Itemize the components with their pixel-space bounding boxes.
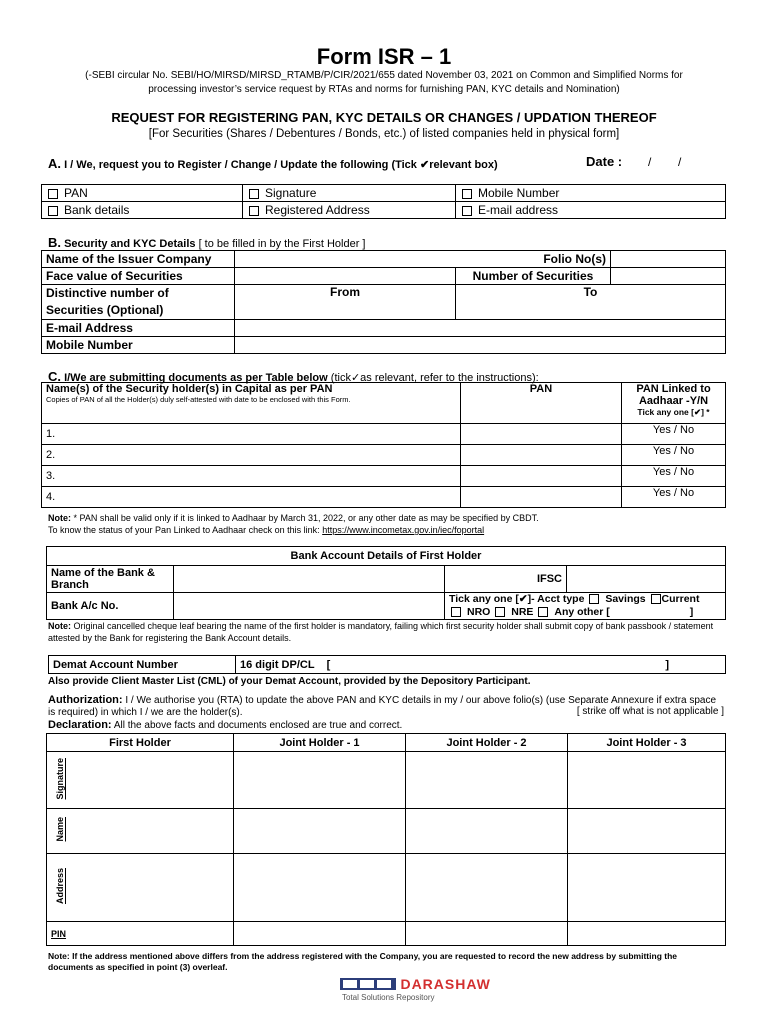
cml-note: Also provide Client Master List (CML) of your Demat Account, provided by the Depository Participant. bbox=[48, 676, 531, 687]
decl-text: All the above facts and documents enclosed are true and correct. bbox=[113, 720, 403, 731]
signature-label: Signature bbox=[55, 757, 65, 800]
demat-label: Demat Account Number bbox=[49, 656, 236, 674]
face-value-label: Face value of Securities bbox=[42, 268, 235, 285]
holders-signature-table bbox=[46, 733, 726, 946]
checkbox[interactable] bbox=[249, 189, 259, 199]
authorization bbox=[48, 694, 724, 732]
section-b-note: [ to be filled in by the First Holder ] bbox=[198, 238, 366, 250]
decl-label: Declaration: bbox=[48, 719, 112, 731]
logo-mark-icon bbox=[340, 978, 396, 990]
checkbox[interactable] bbox=[462, 206, 472, 216]
num-securities-input[interactable] bbox=[611, 268, 726, 285]
date-label: Date : bbox=[586, 154, 623, 169]
name-row bbox=[47, 809, 726, 854]
holder-name-input[interactable]: 3. bbox=[42, 466, 461, 487]
incometax-link[interactable]: https://www.incometax.gov.in/iec/foportal bbox=[322, 525, 485, 535]
link-line-2: Aadhaar -Y/N bbox=[638, 395, 709, 407]
section-b-letter: B. bbox=[48, 235, 61, 250]
mobile-input[interactable] bbox=[235, 337, 726, 354]
address-cell[interactable] bbox=[406, 854, 568, 922]
date-field[interactable]: / / bbox=[648, 155, 682, 169]
option-label: E-mail address bbox=[478, 203, 559, 217]
pan-holders-table bbox=[41, 382, 726, 508]
holder-row bbox=[42, 487, 726, 508]
auth-text: I / We authorise you (RTA) to update the above PAN and KYC details in my / our above folio(s) (use Separate Annexure if extra space is required) in which I / we are the holder(s). bbox=[48, 695, 717, 718]
option-address[interactable] bbox=[243, 202, 456, 219]
folio-input[interactable] bbox=[611, 251, 726, 268]
to-field[interactable]: To bbox=[456, 285, 726, 320]
name-cell[interactable] bbox=[406, 809, 568, 854]
holder-row bbox=[42, 466, 726, 487]
holder-name-input[interactable]: 2. bbox=[42, 445, 461, 466]
brand-tagline: Total Solutions Repository bbox=[342, 993, 435, 1002]
note-text: * PAN shall be valid only if it is linked to Aadhaar by March 31, 2022, or any other date as may be specified by CBDT. bbox=[73, 513, 539, 523]
section-c-note: (tick✓as relevant, refer to the instructions): bbox=[330, 372, 539, 384]
address-label: Address bbox=[55, 867, 65, 904]
acno-input[interactable] bbox=[174, 593, 445, 620]
note-label: Note: bbox=[48, 513, 71, 523]
num-securities-label: Number of Securities bbox=[456, 268, 611, 285]
option-bank[interactable] bbox=[42, 202, 243, 219]
checkbox[interactable] bbox=[451, 607, 461, 617]
holder-pan-input[interactable] bbox=[461, 466, 622, 487]
note-label: Note: bbox=[48, 621, 71, 631]
bank-details-table bbox=[46, 546, 726, 620]
holder-pan-input[interactable] bbox=[461, 445, 622, 466]
section-b-heading bbox=[48, 235, 365, 250]
from-field[interactable]: From bbox=[235, 285, 456, 320]
holder-name-input[interactable]: 4. bbox=[42, 487, 461, 508]
section-c-letter: C. bbox=[48, 369, 61, 384]
ifsc-input[interactable] bbox=[567, 566, 726, 593]
strike-note: [ strike off what is not applicable ] bbox=[576, 706, 724, 717]
name-cell[interactable] bbox=[568, 809, 726, 854]
email-label: E-mail Address bbox=[42, 320, 235, 337]
aadhaar-link-choice[interactable]: Yes / No bbox=[622, 445, 726, 466]
bank-note bbox=[48, 620, 728, 644]
checkbox[interactable] bbox=[495, 607, 505, 617]
signature-row bbox=[47, 752, 726, 809]
section-a-letter: A. bbox=[48, 156, 61, 171]
request-title: REQUEST FOR REGISTERING PAN, KYC DETAILS OR CHANGES / UPDATION THEREOF bbox=[111, 110, 657, 125]
section-b-title: Security and KYC Details bbox=[64, 238, 196, 250]
request-subtitle: [For Securities (Shares / Debentures / Bonds, etc.) of listed companies held in physical form] bbox=[148, 128, 620, 140]
bracket: ] bbox=[665, 658, 669, 671]
signature-cell[interactable] bbox=[406, 752, 568, 809]
address-cell[interactable] bbox=[568, 854, 726, 922]
bank-heading: Bank Account Details of First Holder bbox=[47, 547, 726, 566]
issuer-label: Name of the Issuer Company bbox=[42, 251, 235, 268]
joint-holder-3-header: Joint Holder - 3 bbox=[568, 734, 726, 752]
acno-label: Bank A/c No. bbox=[47, 593, 174, 620]
pin-cell[interactable] bbox=[406, 922, 568, 946]
section-c-title: I/We are submitting documents as per Table below bbox=[64, 372, 328, 384]
form-title: Form ISR – 1 bbox=[316, 44, 452, 69]
pin-cell[interactable] bbox=[568, 922, 726, 946]
brand-name: DARASHAW bbox=[400, 975, 491, 992]
first-holder-header: First Holder bbox=[47, 734, 234, 752]
circular-line-2: processing investor’s service request by RTAs and norms for furnishing PAN, KYC details and Nomination) bbox=[148, 84, 620, 95]
section-a-text: I / We, request you to Register / Change / Update the following (Tick ✔relevant box) bbox=[64, 159, 498, 171]
distinctive-line-2: Securities (Optional) bbox=[46, 303, 164, 317]
any-other-option[interactable]: Any other [ bbox=[554, 606, 610, 618]
checkbox[interactable] bbox=[48, 206, 58, 216]
demat-digit-label: 16 digit DP/CL [ bbox=[240, 658, 331, 671]
face-value-input[interactable] bbox=[235, 268, 456, 285]
distinctive-label bbox=[42, 285, 235, 320]
address-cell[interactable] bbox=[234, 854, 406, 922]
holder-pan-input[interactable] bbox=[461, 424, 622, 445]
bank-name-input[interactable] bbox=[174, 566, 445, 593]
checkbox[interactable] bbox=[651, 594, 661, 604]
name-col-title: Name(s) of the Security holder(s) in Capital as per PAN bbox=[46, 383, 333, 395]
circular-reference bbox=[60, 69, 708, 97]
nre-option[interactable]: NRE bbox=[511, 606, 534, 618]
signature-cell[interactable] bbox=[568, 752, 726, 809]
option-label: Mobile Number bbox=[478, 186, 560, 200]
pan-note bbox=[48, 512, 728, 536]
name-column-header bbox=[42, 383, 461, 424]
section-a-heading bbox=[48, 156, 728, 171]
distinctive-line-1: Distinctive number of bbox=[46, 286, 169, 300]
email-input[interactable] bbox=[235, 320, 726, 337]
checkbox[interactable] bbox=[538, 607, 548, 617]
circular-line-1: (-SEBI circular No. SEBI/HO/MIRSD/MIRSD_RTAMB/P/CIR/2021/655 dated November 03, 2021 on Common and Simplified Norms for bbox=[85, 70, 683, 81]
name-label: Name bbox=[55, 817, 65, 842]
aadhaar-link-choice[interactable]: Yes / No bbox=[622, 424, 726, 445]
acct-type-label: Tick any one [✔]- Acct type bbox=[449, 593, 585, 605]
pan-column-header: PAN bbox=[461, 383, 622, 424]
security-kyc-table bbox=[41, 250, 726, 354]
update-options-table bbox=[41, 184, 726, 219]
bank-name-label: Name of the Bank & Branch bbox=[47, 566, 174, 593]
demat-table bbox=[48, 655, 726, 674]
footer-note bbox=[48, 951, 724, 973]
name-cell[interactable] bbox=[47, 809, 234, 854]
name-cell[interactable] bbox=[234, 809, 406, 854]
holder-pan-input[interactable] bbox=[461, 487, 622, 508]
auth-label: Authorization: bbox=[48, 694, 123, 706]
demat-input[interactable] bbox=[236, 656, 726, 674]
mobile-label: Mobile Number bbox=[42, 337, 235, 354]
option-signature[interactable] bbox=[243, 185, 456, 202]
signature-cell[interactable] bbox=[234, 752, 406, 809]
checkbox[interactable] bbox=[48, 189, 58, 199]
aadhaar-column-header bbox=[622, 383, 726, 424]
aadhaar-link-choice[interactable]: Yes / No bbox=[622, 487, 726, 508]
address-row bbox=[47, 854, 726, 922]
option-email[interactable] bbox=[456, 202, 726, 219]
note-text: If the address mentioned above differs from the address registered with the Company, you are requested to record the new address by submitting the documents as specified in point (3) overleaf. bbox=[48, 951, 677, 972]
link-line-3: Tick any one [✔] * bbox=[637, 407, 710, 417]
bracket: ] bbox=[689, 606, 694, 618]
option-label: Signature bbox=[265, 186, 317, 200]
option-label: PAN bbox=[64, 186, 88, 200]
pin-cell[interactable] bbox=[234, 922, 406, 946]
pin-label[interactable]: PIN bbox=[47, 922, 234, 946]
signature-cell[interactable] bbox=[47, 752, 234, 809]
option-pan[interactable] bbox=[42, 185, 243, 202]
aadhaar-link-choice[interactable]: Yes / No bbox=[622, 466, 726, 487]
holder-row bbox=[42, 445, 726, 466]
pin-row bbox=[47, 922, 726, 946]
option-mobile[interactable] bbox=[456, 185, 726, 202]
option-label: Bank details bbox=[64, 203, 130, 217]
address-cell[interactable] bbox=[47, 854, 234, 922]
link-line-1: PAN Linked to bbox=[636, 383, 711, 395]
nro-option[interactable]: NRO bbox=[467, 606, 491, 618]
checkbox[interactable] bbox=[462, 189, 472, 199]
account-type-cell bbox=[445, 593, 726, 620]
savings-option[interactable]: Savings bbox=[605, 593, 646, 605]
note-label: Note: bbox=[48, 951, 70, 961]
darashaw-logo bbox=[340, 975, 491, 1002]
folio-label: Folio No(s) bbox=[235, 251, 611, 268]
joint-holder-2-header: Joint Holder - 2 bbox=[406, 734, 568, 752]
option-label: Registered Address bbox=[265, 203, 370, 217]
holder-row bbox=[42, 424, 726, 445]
name-col-sub: Copies of PAN of all the Holder(s) duly self-attested with date to be enclosed with this Form. bbox=[46, 395, 351, 404]
joint-holder-1-header: Joint Holder - 1 bbox=[234, 734, 406, 752]
current-option[interactable]: Current bbox=[661, 593, 700, 605]
link-intro: To know the status of your Pan Linked to Aadhaar check on this link: bbox=[48, 525, 320, 535]
note-text: Original cancelled cheque leaf bearing the name of the first holder is mandatory, failing which first security holder shall submit copy of bank passbook / statement attested by the Bank for registering the Bank Account details. bbox=[48, 621, 714, 643]
holder-name-input[interactable]: 1. bbox=[42, 424, 461, 445]
checkbox[interactable] bbox=[589, 594, 599, 604]
checkbox[interactable] bbox=[249, 206, 259, 216]
ifsc-label: IFSC bbox=[445, 566, 567, 593]
